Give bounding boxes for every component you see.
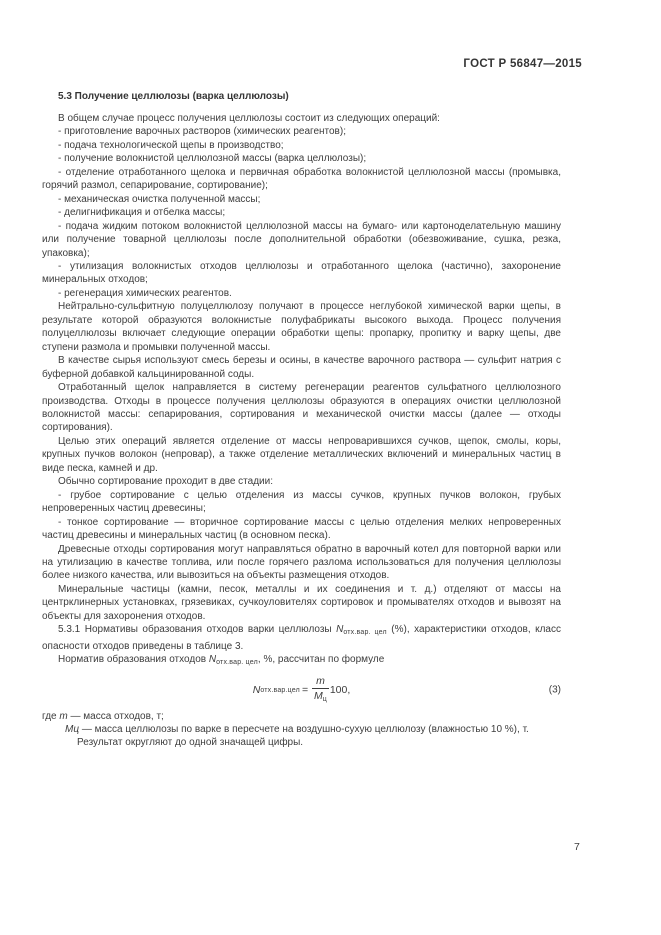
fraction: [312, 675, 329, 706]
page-content: [42, 90, 561, 750]
norm-intro-text: Норматив образования отходов: [58, 654, 209, 666]
list-item: - приготовление варочных растворов (химических реагентов);: [58, 126, 346, 138]
formula: [42, 674, 561, 707]
page-number: 7: [574, 841, 580, 853]
list-item: - механическая очистка полученной массы;: [58, 193, 261, 205]
norm-subscript: отх.вар. цел: [343, 629, 387, 637]
list-item: - грубое сортирование с целью отделения из массы сучков, крупных пучков волокон, грубых непроверенных частиц древесины;: [42, 489, 561, 515]
where-line: [42, 710, 561, 723]
list-item: - получение волокнистой целлюлозной массы (варка целлюлозы);: [58, 153, 367, 165]
where-clause: [42, 710, 561, 750]
where-definition: — масса отходов, т;: [67, 710, 164, 722]
paragraph: Обычно сортирование проходит в две стадии:: [58, 476, 273, 488]
norm-subscript: отх.вар. цел: [216, 659, 258, 667]
fraction-denominator: [314, 689, 327, 706]
list-item: - делигнификация и отбелка массы;: [58, 207, 226, 219]
paragraph: В общем случае процесс получения целлюлозы состоит из следующих операций:: [58, 113, 440, 124]
denominator-subscript: ц: [322, 695, 327, 703]
where-variable: m: [59, 710, 68, 722]
where-variable: Мц: [65, 724, 80, 736]
equation-number: (3): [548, 684, 561, 696]
paragraph: Древесные отходы сортирования могут направляться обратно в варочный котел для повторной варки или на утилизацию в качестве топлива, или после горячего разлома использоваться для получения целлюлозы более низкого качества, или вывозиться на объекты размещения отходов.: [42, 543, 561, 582]
result-note: Результат округляют до одной значащей цифры.: [77, 737, 304, 749]
paragraph: Минеральные частицы (камни, песок, металлы и их соединения и т. д.) отделяют от массы на центрклинерных установках, грязевиках, сучкоуловителях сортировок и промывателях отходов и вывозят на объекты для захоронения отходов.: [42, 583, 561, 622]
paragraph: В качестве сырья используют смесь березы и осины, в качестве варочного раствора — сульфит натрия с буферной добавкой кальцинированной соды.: [42, 355, 561, 380]
list-item: - отделение отработанного щелока и первичная обработка волокнистой целлюлозной массы (промывка, горячий размол, сепарирование, сортирование);: [42, 166, 561, 192]
list-item: - регенерация химических реагентов.: [58, 287, 232, 299]
list-item: - подача технологической щепы в производство;: [58, 139, 284, 151]
formula-lhs: N: [252, 684, 261, 697]
section-heading: 5.3 Получение целлюлозы (варка целлюлозы): [58, 91, 289, 102]
running-header: ГОСТ Р 56847—2015: [463, 58, 582, 70]
denominator-symbol: M: [313, 689, 323, 702]
norm-531-text: 5.3.1 Нормативы образования отходов варки целлюлозы: [58, 624, 337, 636]
where-line: [42, 723, 561, 736]
where-prefix: где: [42, 710, 60, 722]
formula-factor: 100,: [329, 684, 351, 697]
formula-lhs-subscript: отх.вар.цел: [260, 686, 300, 694]
where-definition: — масса целлюлозы по варке в пересчете на воздушно-сухую целлюлозу (влажностью 10 %), т.: [79, 724, 529, 736]
list-item: - утилизация волокнистых отходов целлюлозы и отработанного щелока (частично), захоронение минеральных отходов;: [42, 260, 561, 286]
list-item: - подача жидким потоком волокнистой целлюлозной массы на бумаго- или картоноделательную машину или получение товарной целлюлозы после дополнительной обработки (обезвоживание, сушка, резка, упаковка);: [42, 220, 561, 259]
norm-531-text: (%), характеристики отходов, класс опасности отходов приведены в таблице 3.: [42, 624, 561, 652]
paragraph-norm-531: [42, 623, 561, 653]
paragraph: Нейтрально-сульфитную полуцеллюлозу получают в процессе неглубокой химической варки щепы, в результате которой образуются волокнистые полуфабрикаты высокого выхода. Процесс получения полуцеллюлозы включает следующие операции обработки щепы: пропарку, пропитку и варку щепы, две ступени размола и промывки полученной массы.: [42, 301, 561, 353]
fraction-numerator: m: [312, 675, 329, 689]
paragraph: Отработанный щелок направляется в систему регенерации реагентов сульфатного целлюлозного производства. Отходы в процессе получения целлюлозы образуются в операциях очистки целлюлозной волокнистой массы: сепарирования, сортирования и механической очистки массы (далее — отходы сортирования).: [42, 382, 561, 434]
formula-block: [42, 674, 561, 707]
norm-intro-text: , %, рассчитан по формуле: [257, 654, 385, 666]
norm-symbol: N: [208, 654, 217, 666]
list-item: - тонкое сортирование — вторичное сортирование массы с целью отделения мелких непроверенных частиц древесины и минеральных частиц (в основном песка).: [42, 516, 561, 542]
paragraph-norm-intro: [42, 653, 561, 669]
paragraph: Целью этих операций является отделение от массы непроварившихся сучков, щепок, смолы, коры, крупных пучков волокон (непровар), а также отделение металлических включений и минеральных частиц в виде песка, камней и др.: [42, 435, 561, 474]
norm-symbol: N: [336, 624, 344, 636]
equals-sign: =: [301, 684, 309, 697]
